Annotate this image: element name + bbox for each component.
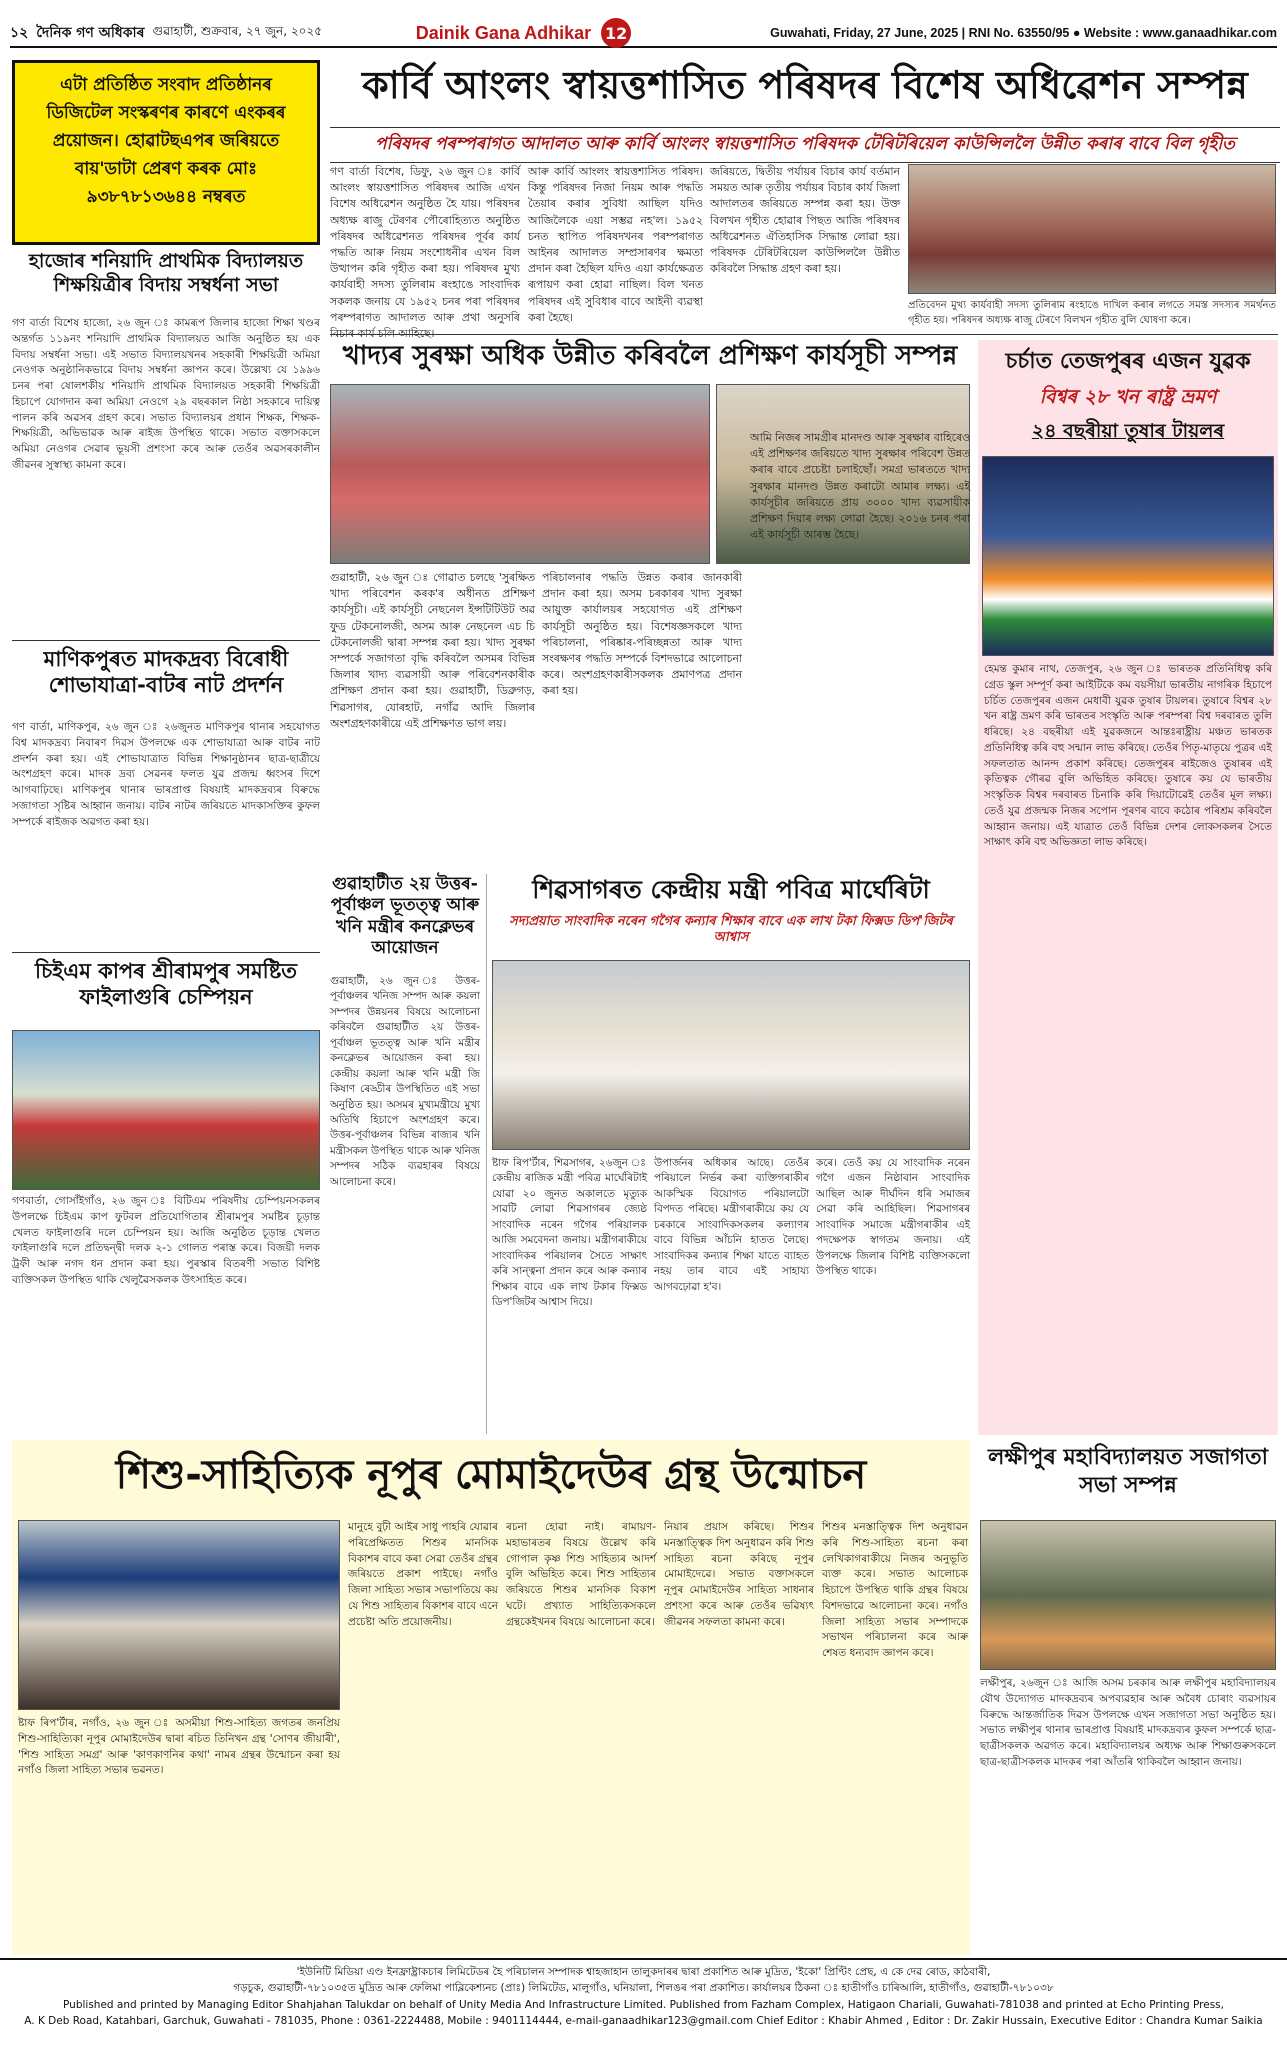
imprint-line-4: A. K Deb Road, Katahbari, Garchuk, Guwahati - 781035, Phone : 0361-2224488, Mobile : 9401114444, e-mail-ganaadhikar123@gmail.com Chief Editor : Khabir Ahmed , Editor : Dr. Zakir Hussain, Executive Editor : Chandra Kumar Saikia	[24, 2014, 1263, 2027]
lakhipur-headline: লক্ষীপুৰ মহাবিদ্যালয়ত সজাগতা সভা সম্পন্ন	[988, 1445, 1268, 1498]
anchor-wanted-ad: এটা প্ৰতিষ্ঠিত সংবাদ প্ৰতিষ্ঠানৰ ডিজিটেল সংস্কৰণৰ কাৰণে এংকৰৰ প্ৰয়োজন। হোৱাটছএপৰ জৰিয়তে বায়'ডাটা প্ৰেৰণ কৰক মোঃ ৯৩৮৭৮১৩৬৪৪ নম্বৰত	[12, 60, 320, 245]
school-body: গণ বাৰ্তা বিশেষ হাজো, ২৬ জুন ঃ কামৰূপ জিলাৰ হাজো শিক্ষা খণ্ডৰ অন্তৰ্গত ১১৯নং শনিয়াদি প্ৰাথমিক বিদ্যালয়ত আজি অনুষ্ঠিত হয় এক বিদায় সম্বৰ্ধনা সভা। এই সভাত বিদ্যালয়খনৰ সহকাৰী শিক্ষয়িত্ৰী অমিয়া নেওগক অনুষ্ঠানিকভাৱে বিদায় সম্বৰ্ধনা জ্ঞাপন কৰে। উল্লেখ্য যে ১৯৯৬ চনৰ পৰা ষোলশকীয় শনিয়াদি প্ৰাথমিক বিদ্যালয়ত সহকাৰী শিক্ষয়িত্ৰী হিচাপে যোগদান কৰা অমিয়া নেওগে ২৯ বছৰকাল নিষ্ঠা সহকাৰে দায়িত্ব পালন কৰি অৱসৰ গ্ৰহণ কৰে। সভাত বিদ্যালয়ৰ প্ৰধান শিক্ষক, শিক্ষক-শিক্ষয়িত্ৰী, অভিভাৱক আৰু ৰাইজ উপস্থিত থাকে। সভাত বক্তাসকলে অমিয়া নেওগৰ সেৱাৰ ভূয়সী প্ৰশংসা কৰে আৰু তেওঁৰ অৱসৰকালীন জীৱনৰ সুস্বাস্থ্য কামনা কৰে।	[12, 317, 320, 471]
council-photo-caption: প্ৰতিবেদন মুখ্য কাৰ্যবাহী সদস্য তুলিৰাম ৰংহাঙে দাখিল কৰাৰ লগতে সমস্ত সদস্যৰ সমৰ্থনত গৃহীত হয়। পৰিষদৰ অধ্যক্ষ ৰাজু টেৰণে বিলখন গৃহীত বুলি ঘোষণা কৰে।	[908, 300, 1276, 326]
food-body-col2: পৰিচালনাৰ পদ্ধতি উন্নত কৰাৰ জানকাৰী প্ৰদান কৰা হয়। অসম চৰকাৰৰ খাদ্য সুৰক্ষা আয়ুক্ত কাৰ্যালয়ৰ সহযোগত এই প্ৰশিক্ষণ কাৰ্যসূচী অনুষ্ঠিত হয়। বিশেষজ্ঞসকলে খাদ্য পৰিচালনা, পৰিষ্কাৰ-পৰিচ্ছন্নতা আৰু খাদ্য সংৰক্ষণৰ পদ্ধতি সম্পৰ্কে বিশদভাৱে আলোচনা কৰে। অংশগ্ৰহণকাৰীসকলক প্ৰমাণপত্ৰ প্ৰদান কৰা হয়।	[542, 571, 742, 698]
conclave-body: গুৱাহাটী, ২৬ জুন ঃ উত্তৰ-পূৰ্বাঞ্চলৰ খনিজ সম্পদ আৰু কয়লা সম্পদৰ উন্নয়নৰ বিষয়ে আলোচনা কৰিবলৈ গুৱাহাটীত ২য় উত্তৰ-পূৰ্বাঞ্চল ভূতত্ত্ব আৰু খনি মন্ত্ৰীৰ কনক্লেভৰ আয়োজন কৰা হয়। কেন্দ্ৰীয় কয়লা আৰু খনি মন্ত্ৰী জি কিষাণ ৰেড্ডীৰ উপস্থিতিত এই সভা অনুষ্ঠিত হয়। অসমৰ মুখ্যমন্ত্ৰীয়ে মুখ্য অতিথি হিচাপে অংশগ্ৰহণ কৰে। উত্তৰ-পূৰ্বাঞ্চলৰ বিভিন্ন ৰাজ্যৰ খনি মন্ত্ৰীসকল উপস্থিত থাকে আৰু খনিজ সম্পদৰ সঠিক ব্যৱহাৰৰ বিষয়ে আলোচনা কৰে।	[330, 975, 480, 1188]
lead-body-col1: গণ বাৰ্তা বিশেষ, ডিফু, ২৬ জুন ঃ কাৰ্বি আংলং স্বায়ত্তশাসিত পৰিষদৰ আজি এখন বিশেষ অধিৱেশন অনুষ্ঠিত হৈ যায়। পৰিষদৰ অধ্যক্ষ ৰাজু টেৰণৰ পৌৰোহিত্যত অনুষ্ঠিত পৰিষদৰ অধিৱেশনত পৰিষদৰ পূৰ্বৰ কাৰ্য পদ্ধতি আৰু নিয়ম সংশোধনীৰ এখন বিল উত্থাপন কৰি গৃহীত কৰা হয়। পৰিষদৰ মুখ্য কাৰ্যবাহী সদস্য তুলিৰাম ৰংহাঙে সাংবাদিক সকলক জনায় যে ১৯৫২ চনৰ পৰা পৰিষদৰ পৰম্পৰাগত আদালত আৰু প্ৰথা অনুসৰি বিচাৰ কাৰ্য চলি আহিছে।	[330, 165, 520, 340]
masthead-bar	[10, 20, 1277, 48]
masthead-info: Guwahati, Friday, 27 June, 2025 | RNI No. 63550/95 ● Website : www.ganaadhikar.com	[770, 26, 1277, 40]
food-headline: খাদ্যৰ সুৰক্ষা অধিক উন্নীত কৰিবলৈ প্ৰশিক্ষণ কাৰ্যসূচী সম্পন্ন	[342, 341, 958, 371]
left-page-number: ১২	[10, 25, 29, 41]
lead-headline: কাৰ্বি আংলং স্বায়ত্তশাসিত পৰিষদৰ বিশেষ অধিৱেশন সম্পন্ন	[362, 63, 1248, 107]
paper-name: Dainik Gana Adhikar	[415, 22, 592, 43]
page-number: 12	[601, 18, 631, 48]
school-headline: হাজোৰ শনিয়াদি প্ৰাথমিক বিদ্যালয়ত শিক্ষয়িত্ৰীৰ বিদায় সম্বৰ্ধনা সভা	[28, 250, 304, 296]
sivasagar-body-col2: উপাৰ্জনৰ অধিকাৰ আছে। তেওঁৰ পৰিয়ালে নিৰ্ভৰ কৰা ব্যক্তিগৰাকীৰ আকস্মিক বিয়োগত পৰিয়ালটো বিপদত পৰিছে। মন্ত্ৰীগৰাকীয়ে কয় যে চৰকাৰে সাংবাদিকসকলৰ কল্যাণৰ বাবে বিভিন্ন আঁচনি হাতত লৈছে। সাংবাদিকৰ কন্যাৰ শিক্ষা যাতে ব্যাহত নহয় তাৰ বাবে এই সাহায্য আগবঢ়োৱা হ'ব।	[654, 1157, 809, 1293]
manikpur-body: গণ বাৰ্তা, মাণিকপুৰ, ২৬ জুন ঃ ২৬জুনত মাণিকপুৰ থানাৰ সহযোগত বিশ্ব মাদকদ্ৰব্য নিবাৰণ দিৱস উপলক্ষে এক শোভাযাত্ৰা আৰু বাটৰ নাট প্ৰদৰ্শন কৰা হয়। এই শোভাযাত্ৰাত বিভিন্ন শিক্ষানুষ্ঠানৰ ছাত্ৰ-ছাত্ৰীয়ে অংশগ্ৰহণ কৰে। মাদক দ্ৰব্য সেৱনৰ ফলত যুৱ প্ৰজন্ম ধ্বংসৰ দিশে আগবাঢ়িছে। মাণিকপুৰ থানাৰ ভাৰপ্ৰাপ্ত বিষয়াই মাদকদ্ৰব্যৰ বিৰুদ্ধে সজাগতা সৃষ্টিৰ আহ্বান জনায়। বাটৰ নাটৰ জৰিয়তে মাদকাসক্তিৰ কুফল সম্পৰ্কে ৰাইজক অৱগত কৰা হয়।	[12, 721, 320, 828]
food-body-col3: আমি নিজৰ সামগ্ৰীৰ মানদণ্ড আৰু সুৰক্ষাৰ বাহিৰেও এই প্ৰশিক্ষণৰ জৰিয়তে খাদ্য সুৰক্ষাৰ পৰিবেশ উন্নত কৰাৰ বাবে প্ৰচেষ্টা চলাইছোঁ। সমগ্ৰ ভাৰততে খাদ্য সুৰক্ষাৰ মানদণ্ড উন্নত কৰাটো আমাৰ লক্ষ্য। এই কাৰ্যসূচীৰ জৰিয়তে প্ৰায় ৩০০০ খাদ্য ব্যৱসায়ীক প্ৰশিক্ষণ দিয়াৰ লক্ষ্য লোৱা হৈছে। ২০১৬ চনৰ পৰা এই কাৰ্যসূচী আৰম্ভ হৈছে।	[750, 431, 970, 542]
manikpur-separator	[12, 952, 320, 953]
sivasagar-subheadline: সদ্যপ্ৰয়াত সাংবাদিক নৰেন গগৈৰ কন্যাৰ শিক্ষাৰ বাবে এক লাখ টকা ফিক্সড ডিপ'জিটৰ আশ্বাস	[509, 914, 953, 946]
minister-visit-photo	[492, 960, 970, 1150]
lead-body-col2: আৰু কাৰ্বি আংলং স্বায়ত্তশাসিত পৰিষদ। কিন্তু পৰিষদৰ নিজা নিয়ম আৰু পদ্ধতি তৈয়াৰ কৰাৰ সুবিধা আছিল যদিও আজিলৈকে এয়া সম্ভৱ নহ'ল। ১৯৫২ চনত স্থাপিত পৰিষদখনৰ পৰম্পৰাগত আইনৰ আদালত সম্প্ৰসাৰণৰ ক্ষমতা প্ৰদান কৰা হৈছিল যদিও এয়া কাৰ্যক্ষেত্ৰত ৰূপায়ণ কৰা হোৱা নাছিল। বিল খনত পৰিষদৰ এই সুবিধাৰ বাবে আইনী ব্যৱস্থা কৰা হৈছে।	[528, 165, 703, 324]
tezpur-subheadline-2: ২৪ বছৰীয়া তুষাৰ টায়লৰ	[1031, 420, 1225, 442]
council-session-photo	[908, 164, 1276, 294]
lead-separator	[330, 334, 1278, 335]
sivasagar-body-col1: ষ্টাফ ৰিপ'ৰ্টাৰ, শিৱসাগৰ, ২৬জুন ঃ কেন্দ্ৰীয় ৰাজিক মন্ত্ৰী পবিত্ৰ মাৰ্ঘেৰিটাই যোৱা ২০ জুনত অকালতে মৃত্যুক সাৱটি লোৱা শিৱসাগৰৰ জ্যেষ্ঠ সাংবাদিক নৰেন গগৈৰ পৰিয়ালক আজি সমবেদনা জনায়। মন্ত্ৰীগৰাকীয়ে সাংবাদিকৰ পৰিয়ালৰ সৈতে সাক্ষাৎ কৰি সান্ত্বনা প্ৰদান কৰে আৰু কন্যাৰ শিক্ষাৰ বাবে এক লাখ টকাৰ ফিক্সড ডিপ'জিটৰ আশ্বাস দিয়ে।	[492, 1157, 647, 1308]
paper-logo: দৈনিক গণ অধিকাৰ	[36, 25, 145, 41]
book-launch-photo	[18, 1520, 340, 1710]
manikpur-headline: মাণিকপুৰত মাদকদ্ৰব্য বিৰোধী শোভাযাত্ৰা-বাটৰ নাট প্ৰদৰ্শন	[43, 647, 289, 698]
book-launch-body-col3: ৰচনা হোৱা নাই। ৰামায়ণ-মহাভাৰতৰ বিষয়ে উল্লেখ কৰি গোপাল কৃষ্ণ শিশু সাহিত্যৰ আদৰ্শ বুলি অভিহিত কৰে। শিশু সাহিত্যৰ জৰিয়তে শিশুৰ মানসিক বিকাশ ঘটে। প্ৰখ্যাত সাহিত্যিকসকলে গ্ৰন্থকেইখনৰ বিষয়ে আলোচনা কৰে।	[506, 1521, 656, 1628]
training-participants-photo	[330, 384, 710, 564]
imprint-footer	[0, 1958, 1287, 2048]
book-launch-body-col4: নিয়াৰ প্ৰয়াস কৰিছে। শিশুৰ মনস্তাত্ত্বিক দিশ অনুধাৱন কৰি শিশু সাহিত্য ৰচনা কৰিছে নূপুৰ মোমাইদেৱে। সভাত বক্তাসকলে নূপুৰ মোমাইদেউৰ সাহিত্য সাধনাৰ প্ৰশংসা কৰে আৰু তেওঁৰ ভৱিষ্যৎ জীৱনৰ সফলতা কামনা কৰে।	[664, 1521, 814, 1628]
school-separator	[12, 640, 320, 641]
sivasagar-headline: শিৱসাগৰত কেন্দ্ৰীয় মন্ত্ৰী পবিত্ৰ মাৰ্ঘেৰিটা	[532, 875, 930, 904]
tezpur-subheadline-1: বিশ্বৰ ২৮ খন ৰাষ্ট্ৰ ভ্ৰমণ	[1039, 386, 1217, 408]
masthead-left	[10, 21, 330, 45]
masthead-date: গুৱাহাটী, শুক্ৰবাৰ, ২৭ জুন, ২০২৫	[152, 24, 323, 38]
masthead-center	[330, 18, 717, 48]
football-team-photo	[12, 1030, 320, 1190]
book-launch-body-col5: শিশুৰ মনস্তাত্ত্বিক দিশ অনুধাৱন কৰি শিশু-সাহিত্য ৰচনা কৰা লেখিকাগৰাকীয়ে নিজৰ অনুভূতি ব্যক্ত কৰে। সভাত আলোচক হিচাপে উপস্থিত থাকি গ্ৰন্থৰ বিষয়ে বিশদভাৱে আলোচনা কৰে। নগাঁও জিলা সাহিত্য সভাৰ সম্পাদকে সভাখন পৰিচালনা কৰে আৰু শেষত ধন্যবাদ জ্ঞাপন কৰে।	[822, 1521, 968, 1659]
book-launch-body-col1: ষ্টাফ ৰিপ'ৰ্টাৰ, নগাঁও, ২৬ জুন ঃ অসমীয়া শিশু-সাহিত্য জগতৰ জনপ্ৰিয় শিশু-সাহিত্যিকা নূপুৰ মোমাইদেউৰ দ্বাৰা ৰচিত তিনিখন গ্ৰন্থ 'সোণৰ জীয়াৰী', 'শিশু সাহিত্য সমগ্ৰ' আৰু 'কাণকাণনিৰ কথা' নামৰ গ্ৰন্থৰ উন্মোচন কৰা হয় নগাঁও জিলা সাহিত্য সভাৰ ভৱনত।	[18, 1717, 340, 1777]
imprint-line-2: গড়চুক, গুৱাহাটী-৭৮১০৩৫ত মুদ্ৰিত আৰু ফেলিমা পাব্লিকেশ্যনচ (প্ৰাঃ) লিমিটেড, মালুগাঁও, ঘনিয়ালা, শিলঙৰ পৰা প্ৰকাশিত। কাৰ্যালয়ৰ ঠিকনা ঃ হাতীগাঁও চাৰিআলি, হাতীগাঁও, গুৱাহাটী-৭৮১০৩৮	[233, 1982, 1054, 1995]
book-launch-headline: শিশু-সাহিত্যিক নূপুৰ মোমাইদেউৰ গ্ৰন্থ উন্মোচন	[115, 1452, 867, 1498]
lakhipur-meeting-photo	[980, 1520, 1276, 1670]
lead-body-col3: জৰিয়তে, দ্বিতীয় পৰ্যায়ৰ বিচাৰ কাৰ্য বৰ্তমান সময়ত আৰু তৃতীয় পৰ্যায়ৰ বিচাৰ কাৰ্য জিলা আদালতৰ জৰিয়তে সম্পন্ন কৰা হয়। উক্ত বিলখন গৃহীত হোৱাৰ পিছত আজি পৰিষদৰ অধিৱেশনত ঐতিহাসিক সিদ্ধান্ত লোৱা হয়। পৰিষদক টেৰিটৰিয়েল কাউন্সিললৈ উন্নীত কৰিবলৈ সিদ্ধান্ত গ্ৰহণ কৰা হয়।	[710, 165, 900, 276]
tushar-with-flag-photo	[982, 456, 1274, 656]
imprint-line-1: 'ইউনিটি মিডিয়া এণ্ড ইনফ্ৰাষ্ট্ৰাকচাৰ লিমিটেডৰ হৈ পৰিচালন সম্পাদক শ্বাহজাহান তালুকদাৰৰ দ্বাৰা প্ৰকাশিত আৰু মুদ্ৰিত, 'ইকো' প্ৰিণ্টিং প্ৰেছ, এ কে দেৱ ৰোড, কাঠবাৰী,	[296, 1966, 991, 1978]
lakhipur-body: লক্ষীপুৰ, ২৬জুন ঃ আজি অসম চৰকাৰ আৰু লক্ষীপুৰ মহাবিদ্যালয়ৰ যৌথ উদ্যোগত মাদকদ্ৰব্যৰ অপব্যৱহাৰ আৰু অবৈধ চোৰাং ব্যৱসায়ৰ বিৰুদ্ধে আন্তৰ্জাতিক দিৱস উপলক্ষে এখন সজাগতা সভা অনুষ্ঠিত হয়। সভাত লক্ষীপুৰ থানাৰ ভাৰপ্ৰাপ্ত বিষয়াই মাদকদ্ৰব্যৰ কুফল সম্পৰ্কে ছাত্ৰ-ছাত্ৰীসকলক অৱগত কৰে। মহাবিদ্যালয়ৰ অধ্যক্ষ আৰু শিক্ষাগুৰুসকলে ছাত্ৰ-ছাত্ৰীসকলক মাদকৰ পৰা আঁতৰি থাকিবলৈ আহ্বান জনায়।	[980, 1677, 1276, 1768]
conclave-headline: গুৱাহাটীত ২য় উত্তৰ-পূৰ্বাঞ্চল ভূতত্ত্ব আৰু খনি মন্ত্ৰীৰ কনক্লেভৰ আয়োজন	[330, 874, 480, 958]
tezpur-headline: চৰ্চাত তেজপুৰৰ এজন যুৱক	[1005, 349, 1251, 374]
tezpur-body: হেমন্ত কুমাৰ নাথ, তেজপুৰ, ২৬ জুন ঃ ভাৰতক প্ৰতিনিধিত্ব কৰি গ্ৰেড স্কুল সম্পূৰ্ণ কৰা আইটিকে কম বয়সীয়া ভাৰতীয় নাগৰিক হিচাপে চৰ্চিত তেজপুৰৰ এজন মেধাবী যুৱক তুষাৰ টায়লৰ। তুষাৰে বিশ্বৰ ২৮ খন ৰাষ্ট্ৰ ভ্ৰমণ কৰি ভাৰতৰ সংস্কৃতি আৰু পৰম্পৰা বিশ্ব দৰবাৰত তুলি ধৰিছে। ২৪ বছৰীয়া এই যুৱকজনে আন্তঃৰাষ্ট্ৰীয় মঞ্চত ভাৰতক প্ৰতিনিধিত্ব কৰি বহু সন্মান লাভ কৰিছে। তেওঁৰ পিতৃ-মাতৃয়ে পুত্ৰৰ এই সফলতাত আনন্দ প্ৰকাশ কৰিছে। তেজপুৰৰ ৰাইজেও তুষাৰৰ এই কৃতিত্বক গৌৰৱ বুলি অভিহিত কৰিছে। তুষাৰে কয় যে ভাৰতীয় সংস্কৃতিক বিশ্বৰ দৰবাৰত চিনাকি কৰি দিয়াটোৱেই তেওঁৰ মূল লক্ষ্য। তেওঁ যুৱ প্ৰজন্মক নিজৰ সপোন পূৰণৰ বাবে কঠোৰ পৰিশ্ৰম কৰিবলৈ আহ্বান জনায়। এই যাত্ৰাত তেওঁ বিভিন্ন দেশৰ লোকসকলৰ সৈতে সাক্ষাৎ কৰি বহু অভিজ্ঞতা লাভ কৰিছে।	[984, 663, 1272, 849]
food-body-col1: গুৱাহাটী, ২৬ জুন ঃ গোৱাত চলছে 'সুৰক্ষিত খাদ্য পৰিবেশন কৰক'ৰ অধীনত প্ৰশিক্ষণ কাৰ্যসূচী। এই কাৰ্যসূচী নেছনেল ইন্সটিটিউট অৱ ফুড টেকনোলজী, অসম আৰু নেছনেল এচ চি টেকনোলজী দ্বাৰা সম্পন্ন কৰা হয়। খাদ্য সুৰক্ষা সম্পৰ্কে সজাগতা বৃদ্ধি কৰিবলৈ অসমৰ বিভিন্ন জিলাৰ খাদ্য ব্যৱসায়ী আৰু পৰিবেশনকাৰীক প্ৰশিক্ষণ প্ৰদান কৰা হয়। গুৱাহাটী, ডিব্ৰুগড়, শিৱসাগৰ, যোৰহাট, নগাঁৱ আদি জিলাৰ অংশগ্ৰহণকাৰীয়ে এই প্ৰশিক্ষণত ভাগ লয়।	[330, 571, 535, 730]
cm-cup-body: গণবাৰ্তা, গোসাঁইগাঁও, ২৬ জুন ঃ বিটিএম পৰিষদীয় চেম্পিয়নসকলৰ উপলক্ষে চিইএম কাপ ফুটবল প্ৰতিযোগিতাৰ শ্ৰীৰামপুৰ সমষ্টিৰ চূড়ান্ত খেলত ফাইলাগুৰি দলে চেম্পিয়ন হয়। আজি অনুষ্ঠিত চূড়ান্ত খেলত ফাইলাগুৰি দলে প্ৰতিদ্বন্দ্বী দলক ২-১ গোলত পৰাস্ত কৰে। বিজয়ী দলক ট্ৰফী আৰু নগদ ধন প্ৰদান কৰা হয়। পুৰস্কাৰ বিতৰণী সভাত বিশিষ্ট ব্যক্তিসকল উপস্থিত থাকি খেলুৱৈসকলক উৎসাহিত কৰে।	[12, 1195, 320, 1286]
sivasagar-body-col3: কৰে। তেওঁ কয় যে সাংবাদিক নৰেন গগৈ এজন নিষ্ঠাবান সাংবাদিক আছিল আৰু দীৰ্ঘদিন ধৰি সমাজৰ সেৱা কৰি আহিছিল। শিৱসাগৰৰ সাংবাদিক সমাজে মন্ত্ৰীগৰাকীৰ এই পদক্ষেপক স্বাগতম জনায়। এই উপলক্ষে জিলাৰ বিশিষ্ট ব্যক্তিসকলো উপস্থিত থাকে।	[816, 1157, 970, 1278]
conclave-divider	[486, 874, 487, 1434]
book-launch-body-col2: মানুহে বুঢ়ী আইৰ সাধু পাহৰি যোৱাৰ পৰিপ্ৰেক্ষিতত শিশুৰ মানসিক বিকাশৰ বাবে কৰা সেৱা তেওঁৰ গ্ৰন্থৰ জৰিয়তে প্ৰকাশ পাইছে। নগাঁও জিলা সাহিত্য সভাৰ সভাপতিয়ে কয় যে শিশু সাহিত্যৰ বিকাশৰ বাবে এনে প্ৰচেষ্টা অতি প্ৰয়োজনীয়।	[348, 1521, 498, 1628]
lead-subheadline: পৰিষদৰ পৰম্পৰাগত আদালত আৰু কাৰ্বি আংলং স্বায়ত্তশাসিত পৰিষদক টেৰিটৰিয়েল কাউন্সিললৈ উন্নীত কৰাৰ বাবে বিল গৃহীত	[330, 127, 1280, 163]
imprint-line-3: Published and printed by Managing Editor Shahjahan Talukdar on behalf of Unity Media And Infrastructure Limited. Published from Fazham Complex, Hatigaon Chariali, Guwahati-781038 and printed at Echo Printing Press,	[63, 1998, 1224, 2011]
cm-cup-headline: চিইএম কাপৰ শ্ৰীৰামপুৰ সমষ্টিত ফাইলাগুৰি চেম্পিয়ন	[34, 959, 298, 1010]
tezpur-story-box	[978, 340, 1278, 1435]
